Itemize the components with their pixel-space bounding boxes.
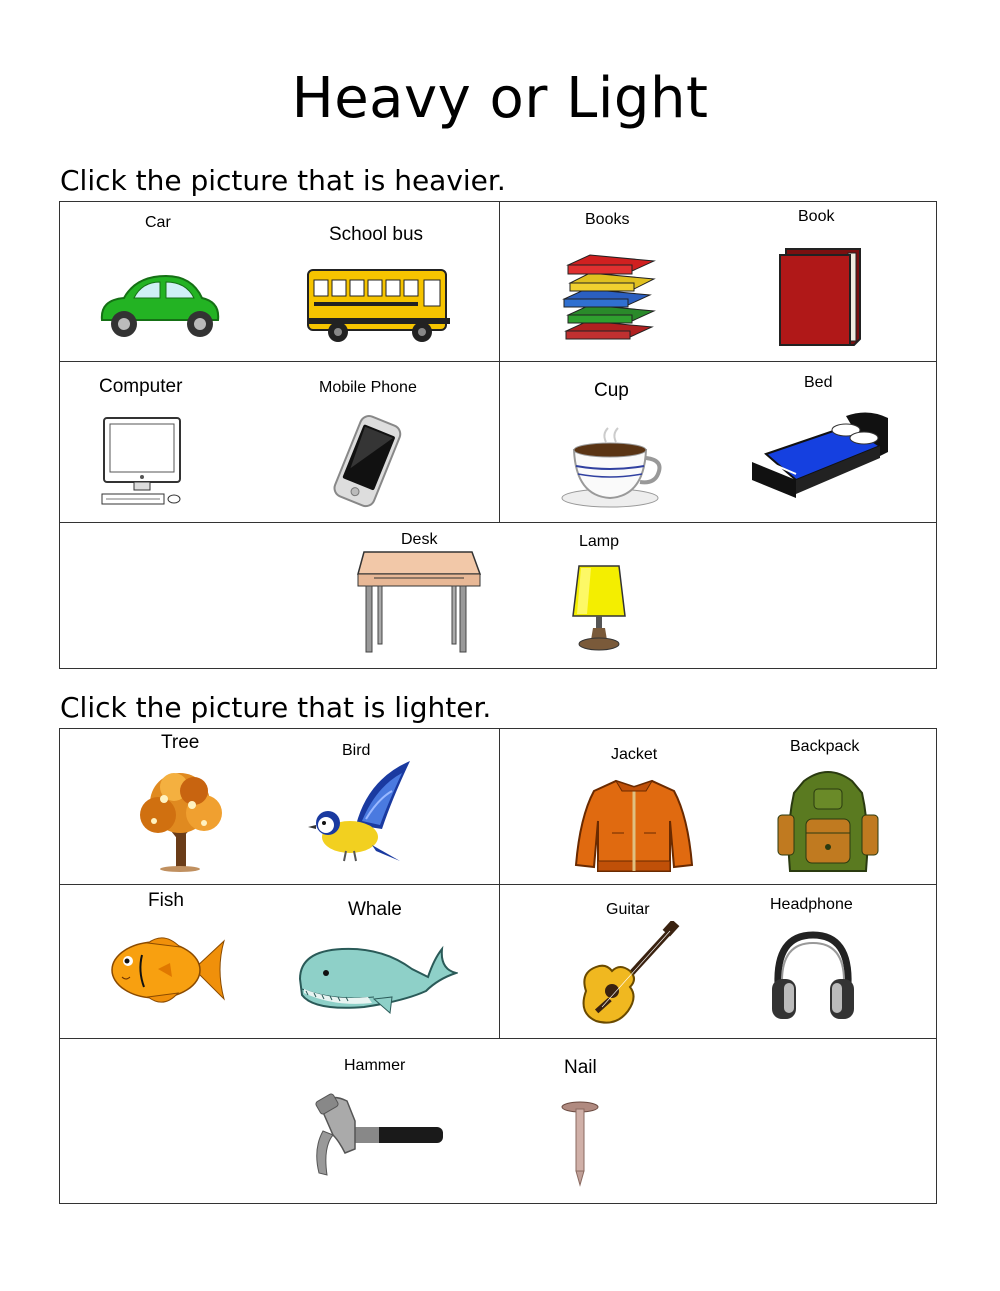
choice-mobile-phone[interactable]: [310, 370, 440, 515]
choice-car[interactable]: [90, 210, 230, 350]
choice-lamp[interactable]: [555, 528, 675, 664]
choice-books[interactable]: [550, 207, 680, 352]
choice-label: Bird: [342, 742, 371, 759]
choice-backpack[interactable]: [760, 735, 890, 877]
choice-label: Whale: [348, 899, 402, 920]
choice-tree[interactable]: [120, 731, 240, 877]
divider: [60, 361, 936, 362]
choice-label: Fish: [148, 890, 184, 911]
choice-hammer[interactable]: [305, 1049, 455, 1189]
desk-icon: [354, 550, 484, 658]
school-bus-icon: [304, 266, 454, 346]
divider: [60, 1038, 936, 1039]
choice-label: Guitar: [606, 901, 650, 918]
choice-bird[interactable]: [300, 737, 420, 877]
choice-label: Book: [798, 208, 835, 225]
choice-computer[interactable]: [90, 370, 230, 515]
whale-icon: [294, 939, 458, 1017]
divider: [60, 522, 936, 523]
choice-school-bus[interactable]: [300, 210, 460, 350]
backpack-icon: [774, 769, 882, 877]
divider: [499, 729, 500, 1038]
choice-label: Headphone: [770, 896, 853, 913]
bird-icon: [306, 759, 410, 867]
headphone-icon: [770, 929, 856, 1025]
choice-label: Tree: [161, 732, 200, 753]
computer-icon: [100, 416, 186, 510]
choice-label: Books: [585, 211, 630, 228]
choice-label: Desk: [401, 531, 438, 548]
instruction-heavier: Click the picture that is heavier.: [60, 164, 506, 197]
guitar-icon: [576, 921, 680, 1029]
lighter-grid: [59, 728, 937, 1204]
choice-guitar[interactable]: [570, 895, 700, 1031]
cup-icon: [560, 426, 664, 512]
bed-icon: [748, 406, 892, 506]
divider: [499, 202, 500, 522]
heavier-grid: [59, 201, 937, 669]
hammer-icon: [309, 1093, 445, 1177]
choice-label: Car: [145, 214, 171, 231]
lamp-icon: [569, 562, 629, 654]
choice-label: Computer: [99, 376, 183, 397]
fish-icon: [108, 933, 226, 1007]
choice-label: Cup: [594, 380, 629, 401]
choice-nail[interactable]: [540, 1049, 650, 1189]
choice-label: Bed: [804, 374, 833, 391]
car-icon: [94, 270, 224, 342]
choice-label: Mobile Phone: [319, 379, 417, 396]
choice-label: Lamp: [579, 533, 620, 550]
tree-icon: [134, 769, 230, 873]
choice-label: Hammer: [344, 1057, 406, 1074]
instruction-lighter: Click the picture that is lighter.: [60, 691, 492, 724]
choice-label: Backpack: [790, 738, 860, 755]
choice-book[interactable]: [760, 205, 880, 352]
book-icon: [776, 245, 866, 349]
page-title: Heavy or Light: [291, 66, 709, 131]
books-icon: [560, 251, 660, 347]
mobile-phone-icon: [324, 414, 410, 510]
choice-desk[interactable]: [350, 528, 480, 664]
choice-cup[interactable]: [550, 370, 680, 515]
choice-bed[interactable]: [740, 370, 900, 515]
choice-jacket[interactable]: [570, 737, 700, 877]
choice-whale[interactable]: [290, 891, 460, 1029]
nail-icon: [560, 1101, 600, 1187]
choice-fish[interactable]: [100, 889, 240, 1029]
choice-label: School bus: [329, 224, 424, 245]
choice-label: Jacket: [611, 746, 658, 763]
jacket-icon: [574, 777, 694, 875]
choice-label: Nail: [564, 1057, 597, 1078]
choice-headphone[interactable]: [760, 891, 890, 1031]
divider: [60, 884, 936, 885]
